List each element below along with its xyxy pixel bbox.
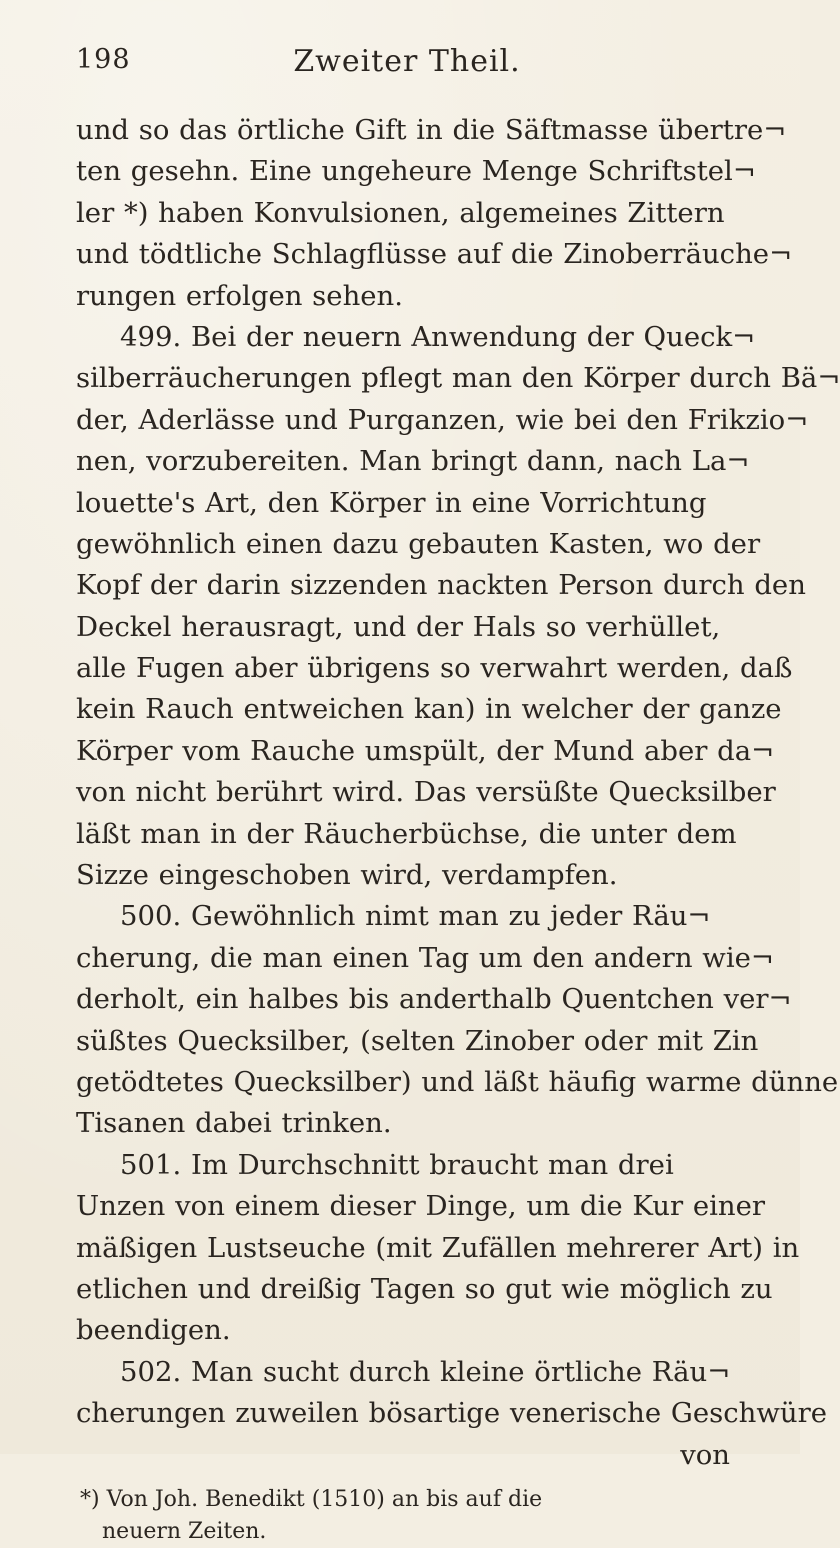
body-text bbox=[76, 110, 840, 1476]
paragraph-499-start: 499. Bei der neuern Anwendung der Queck¬ bbox=[120, 320, 756, 353]
text-line: von nicht berührt wird. Das versüßte Quecksilber bbox=[76, 776, 776, 809]
text-line: ten gesehn. Eine ungeheure Menge Schriftstel¬ bbox=[76, 155, 756, 188]
paragraph-501-start: 501. Im Durchschnitt braucht man drei bbox=[120, 1148, 674, 1181]
page-number: 198 bbox=[76, 44, 131, 75]
footnote bbox=[76, 1484, 738, 1548]
text-line: Deckel herausragt, und der Hals so verhüllet, bbox=[76, 610, 721, 643]
text-line: rungen erfolgen sehen. bbox=[76, 279, 404, 312]
text-line: getödtetes Quecksilber) und läßt häufig warme dünne bbox=[76, 1065, 839, 1098]
text-line: alle Fugen aber übrigens so verwahrt werden, daß bbox=[76, 652, 793, 685]
text-line: Kopf der darin sizzenden nackten Person durch den bbox=[76, 569, 806, 602]
running-head: Zweiter Theil. bbox=[293, 44, 521, 79]
text-line: ler *) haben Konvulsionen, algemeines Zittern bbox=[76, 196, 725, 229]
text-line: kein Rauch entweichen kan) in welcher der ganze bbox=[76, 693, 782, 726]
text-line: beendigen. bbox=[76, 1314, 231, 1347]
text-line: gewöhnlich einen dazu gebauten Kasten, wo der bbox=[76, 527, 761, 560]
text-line: und so das örtliche Gift in die Säftmasse übertre¬ bbox=[76, 114, 787, 146]
footnote-line: neuern Zeiten. bbox=[102, 1518, 267, 1544]
text-line: louette's Art, den Körper in eine Vorrichtung bbox=[76, 486, 707, 519]
text-line: der, Aderlässe und Purganzen, wie bei den Frikzio¬ bbox=[76, 403, 809, 436]
text-line: Sizze eingeschoben wird, verdampfen. bbox=[76, 859, 618, 892]
text-line: und tödtliche Schlagflüsse auf die Zinoberräuche¬ bbox=[76, 238, 793, 271]
footnote-line: *) Von Joh. Benedikt (1510) an bis auf die bbox=[80, 1486, 543, 1512]
text-line: etlichen und dreißig Tagen so gut wie möglich zu bbox=[76, 1272, 773, 1305]
text-line: silberräucherungen pflegt man den Körper durch Bä¬ bbox=[76, 362, 840, 395]
text-line: derholt, ein halbes bis anderthalb Quentchen ver¬ bbox=[76, 983, 792, 1016]
paragraph-502-start: 502. Man sucht durch kleine örtliche Räu¬ bbox=[120, 1355, 731, 1388]
text-line: cherungen zuweilen bösartige venerische Geschwüre bbox=[76, 1397, 828, 1430]
text-line: Tisanen dabei trinken. bbox=[76, 1107, 392, 1140]
text-line: Körper vom Rauche umspült, der Mund aber da¬ bbox=[76, 734, 775, 767]
catchword: von bbox=[680, 1438, 730, 1471]
text-line: läßt man in der Räucherbüchse, die unter dem bbox=[76, 817, 737, 850]
text-line: mäßigen Lustseuche (mit Zufällen mehrerer Art) in bbox=[76, 1231, 800, 1264]
text-line: cherung, die man einen Tag um den andern wie¬ bbox=[76, 941, 774, 974]
text-line: nen, vorzubereiten. Man bringt dann, nach La¬ bbox=[76, 445, 750, 478]
page-header bbox=[76, 44, 738, 100]
text-line: Unzen von einem dieser Dinge, um die Kur einer bbox=[76, 1190, 766, 1223]
text-line: süßtes Quecksilber, (selten Zinober oder mit Zin bbox=[76, 1024, 759, 1057]
paragraph-500-start: 500. Gewöhnlich nimt man zu jeder Räu¬ bbox=[120, 900, 711, 933]
